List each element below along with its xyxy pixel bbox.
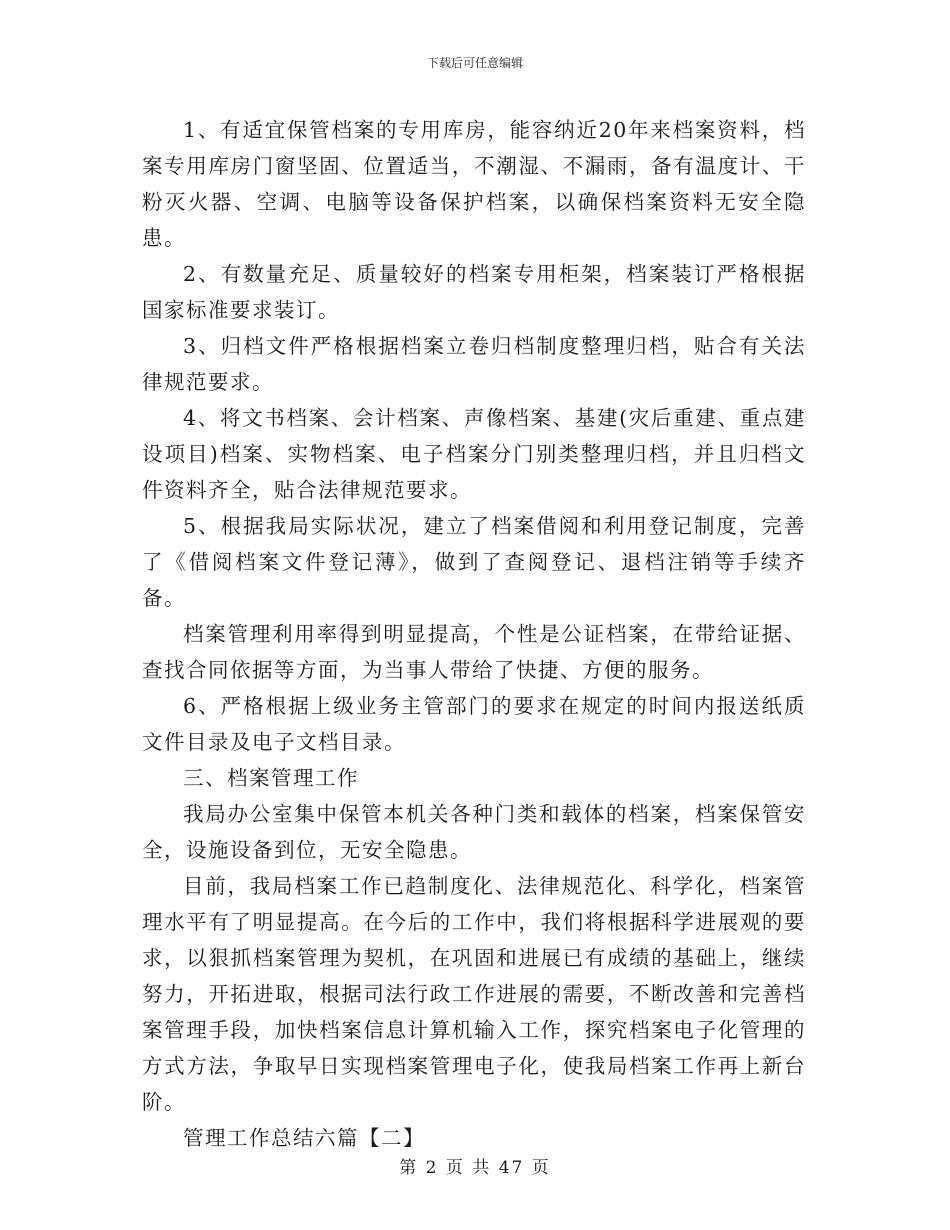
paragraph-6: 档案管理利用率得到明显提高，个性是公证档案，在带给证据、查找合同依据等方面，为当事人带给了快捷、方便的服务。 <box>142 622 806 682</box>
paragraph-7: 6、严格根据上级业务主管部门的要求在规定的时间内报送纸质文件目录及电子文档目录。 <box>142 694 806 754</box>
page-number: 第 2 页 共 47 页 <box>399 1158 551 1178</box>
header-note: 下载后可任意编辑 <box>426 56 523 70</box>
body-text <box>142 112 806 1156</box>
paragraph-3: 3、归档文件严格根据档案立卷归档制度整理归档，贴合有关法律规范要求。 <box>142 334 806 394</box>
paragraph-4: 4、将文书档案、会计档案、声像档案、基建(灾后重建、重点建设项目)档案、实物档案、电子档案分门别类整理归档，并且归档文件资料齐全，贴合法律规范要求。 <box>142 406 806 502</box>
section-heading: 三、档案管理工作 <box>183 766 359 790</box>
paragraph-5: 5、根据我局实际状况，建立了档案借阅和利用登记制度，完善了《借阅档案文件登记薄》，做到了查阅登记、退档注销等手续齐备。 <box>142 514 806 610</box>
next-section-title: 管理工作总结六篇【二】 <box>183 1126 425 1150</box>
paragraph-8: 我局办公室集中保管本机关各种门类和载体的档案，档案保管安全，设施设备到位，无安全隐患。 <box>142 802 806 862</box>
paragraph-2: 2、有数量充足、质量较好的档案专用柜架，档案装订严格根据国家标准要求装订。 <box>142 262 806 322</box>
paragraph-9: 目前，我局档案工作已趋制度化、法律规范化、科学化，档案管理水平有了明显提高。在今后的工作中，我们将根据科学进展观的要求，以狠抓档案管理为契机，在巩固和进展已有成绩的基础上，继续努力，开拓进取，根据司法行政工作进展的需要，不断改善和完善档案管理手段，加快档案信息计算机输入工作，探究档案电子化管理的方式方法，争取早日实现档案管理电子化，使我局档案工作再上新台阶。 <box>142 874 806 1114</box>
paragraph-1: 1、有适宜保管档案的专用库房，能容纳近20年来档案资料，档案专用库房门窗坚固、位置适当，不潮湿、不漏雨，备有温度计、干粉灭火器、空调、电脑等设备保护档案，以确保档案资料无安全隐患。 <box>142 118 806 250</box>
